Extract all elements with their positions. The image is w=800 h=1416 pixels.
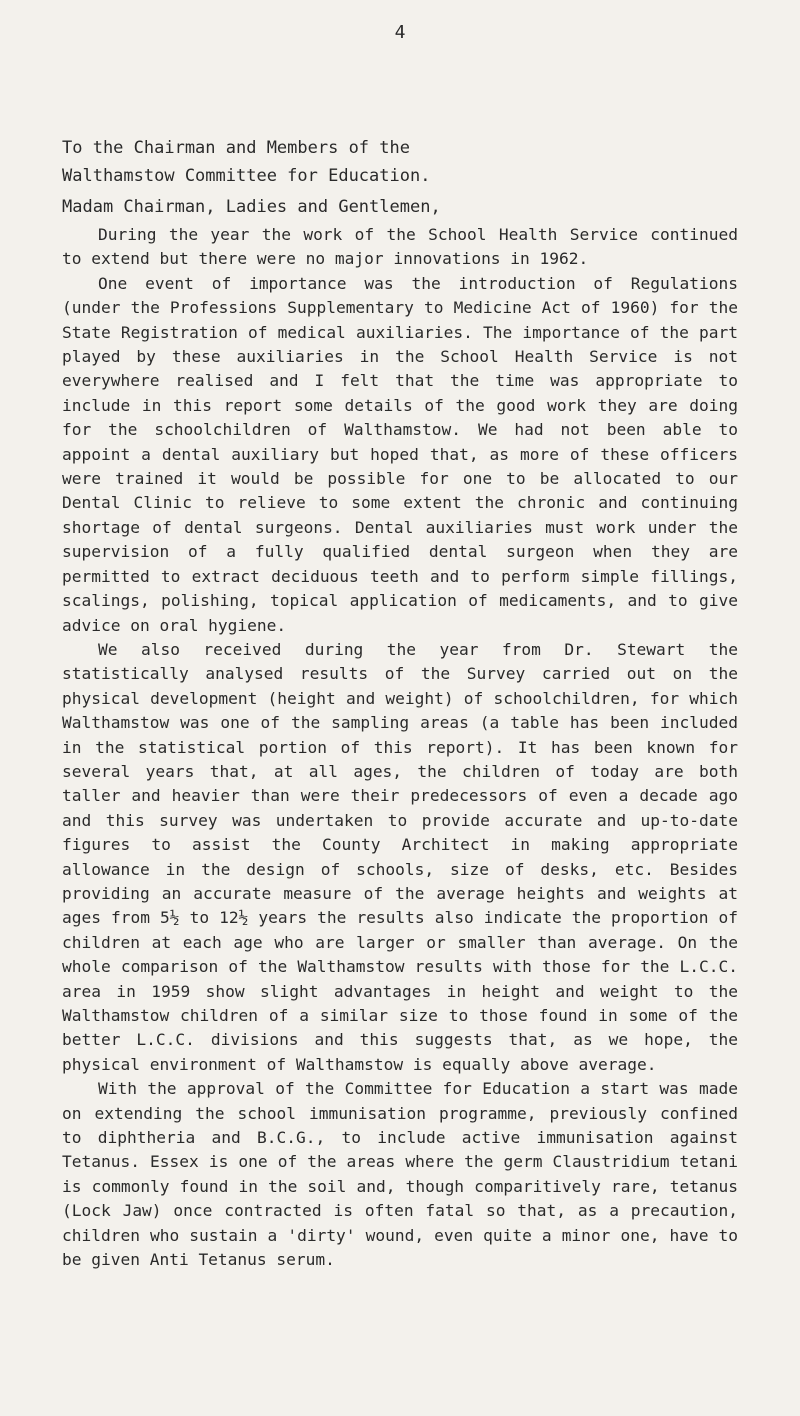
paragraph-school-health-service: During the year the work of the School Health Service continued to extend but there were no major innovations in 1962. [62, 225, 738, 269]
paragraph-physical-development-survey: We also received during the year from Dr. Stewart the statistically analysed results of the Survey carried out on the physical development (height and weight) of schoolchildren, for which Walthamstow was one of the sampling areas (a table has been included in the statistical portion of this report). It has been known for several years that, at all ages, the children of today are both taller and heavier than were their predecessors of even a decade ago and this survey was undertaken to provide accurate and up-to-date figures to assist the County Architect in making appropriate allowance in the design of schools, size of desks, etc. Besides providing an accurate measure of the average heights and weights at ages from 5½ to 12½ years the results also indicate the proportion of children at each age who are larger or smaller than average. On the whole comparison of the Walthamstow results with those for the L.C.C. area in 1959 show slight advantages in height and weight to the Walthamstow children of a similar size to those found in some of the better L.C.C. divisions and this suggests that, as we hope, the physical environment of Walthamstow is equally above average. [62, 639, 738, 1074]
letter-body [62, 223, 738, 1272]
addressee-block [62, 134, 430, 190]
page-number: 4 [394, 22, 406, 43]
paragraph-dental-auxiliaries: One event of importance was the introduction of Regulations (under the Professions Supplementary to Medicine Act of 1960) for the State Registration of medical auxiliaries. The importance of the part played by these auxiliaries in the School Health Service is not everywhere realised and I felt that the time was appropriate to include in this report some details of the good work they are doing for the schoolchildren of Walthamstow. We had not been able to appoint a dental auxiliary but hoped that, as more of these officers were trained it would be possible for one to be allocated to our Dental Clinic to relieve to some extent the chronic and continuing shortage of dental surgeons. Dental auxiliaries must work under the supervision of a fully qualified dental surgeon when they are permitted to extract deciduous teeth and to perform simple fillings, scalings, polishing, topical application of medicaments, and to give advice on oral hygiene. [62, 273, 738, 635]
salutation: Madam Chairman, Ladies and Gentlemen, [62, 197, 441, 217]
addressee-line-2: Walthamstow Committee for Education. [62, 166, 431, 186]
addressee-line-1: To the Chairman and Members of the [62, 138, 410, 158]
paragraph-tetanus-immunisation: With the approval of the Committee for Education a start was made on extending the school immunisation programme, previously confined to diphtheria and B.C.G., to include active immunisation against Tetanus. Essex is one of the areas where the germ Claustridium tetani is commonly found in the soil and, though comparitively rare, tetanus (Lock Jaw) once contracted is often fatal so that, as a precaution, children who sustain a 'dirty' wound, even quite a minor one, have to be given Anti Tetanus serum. [62, 1079, 738, 1270]
